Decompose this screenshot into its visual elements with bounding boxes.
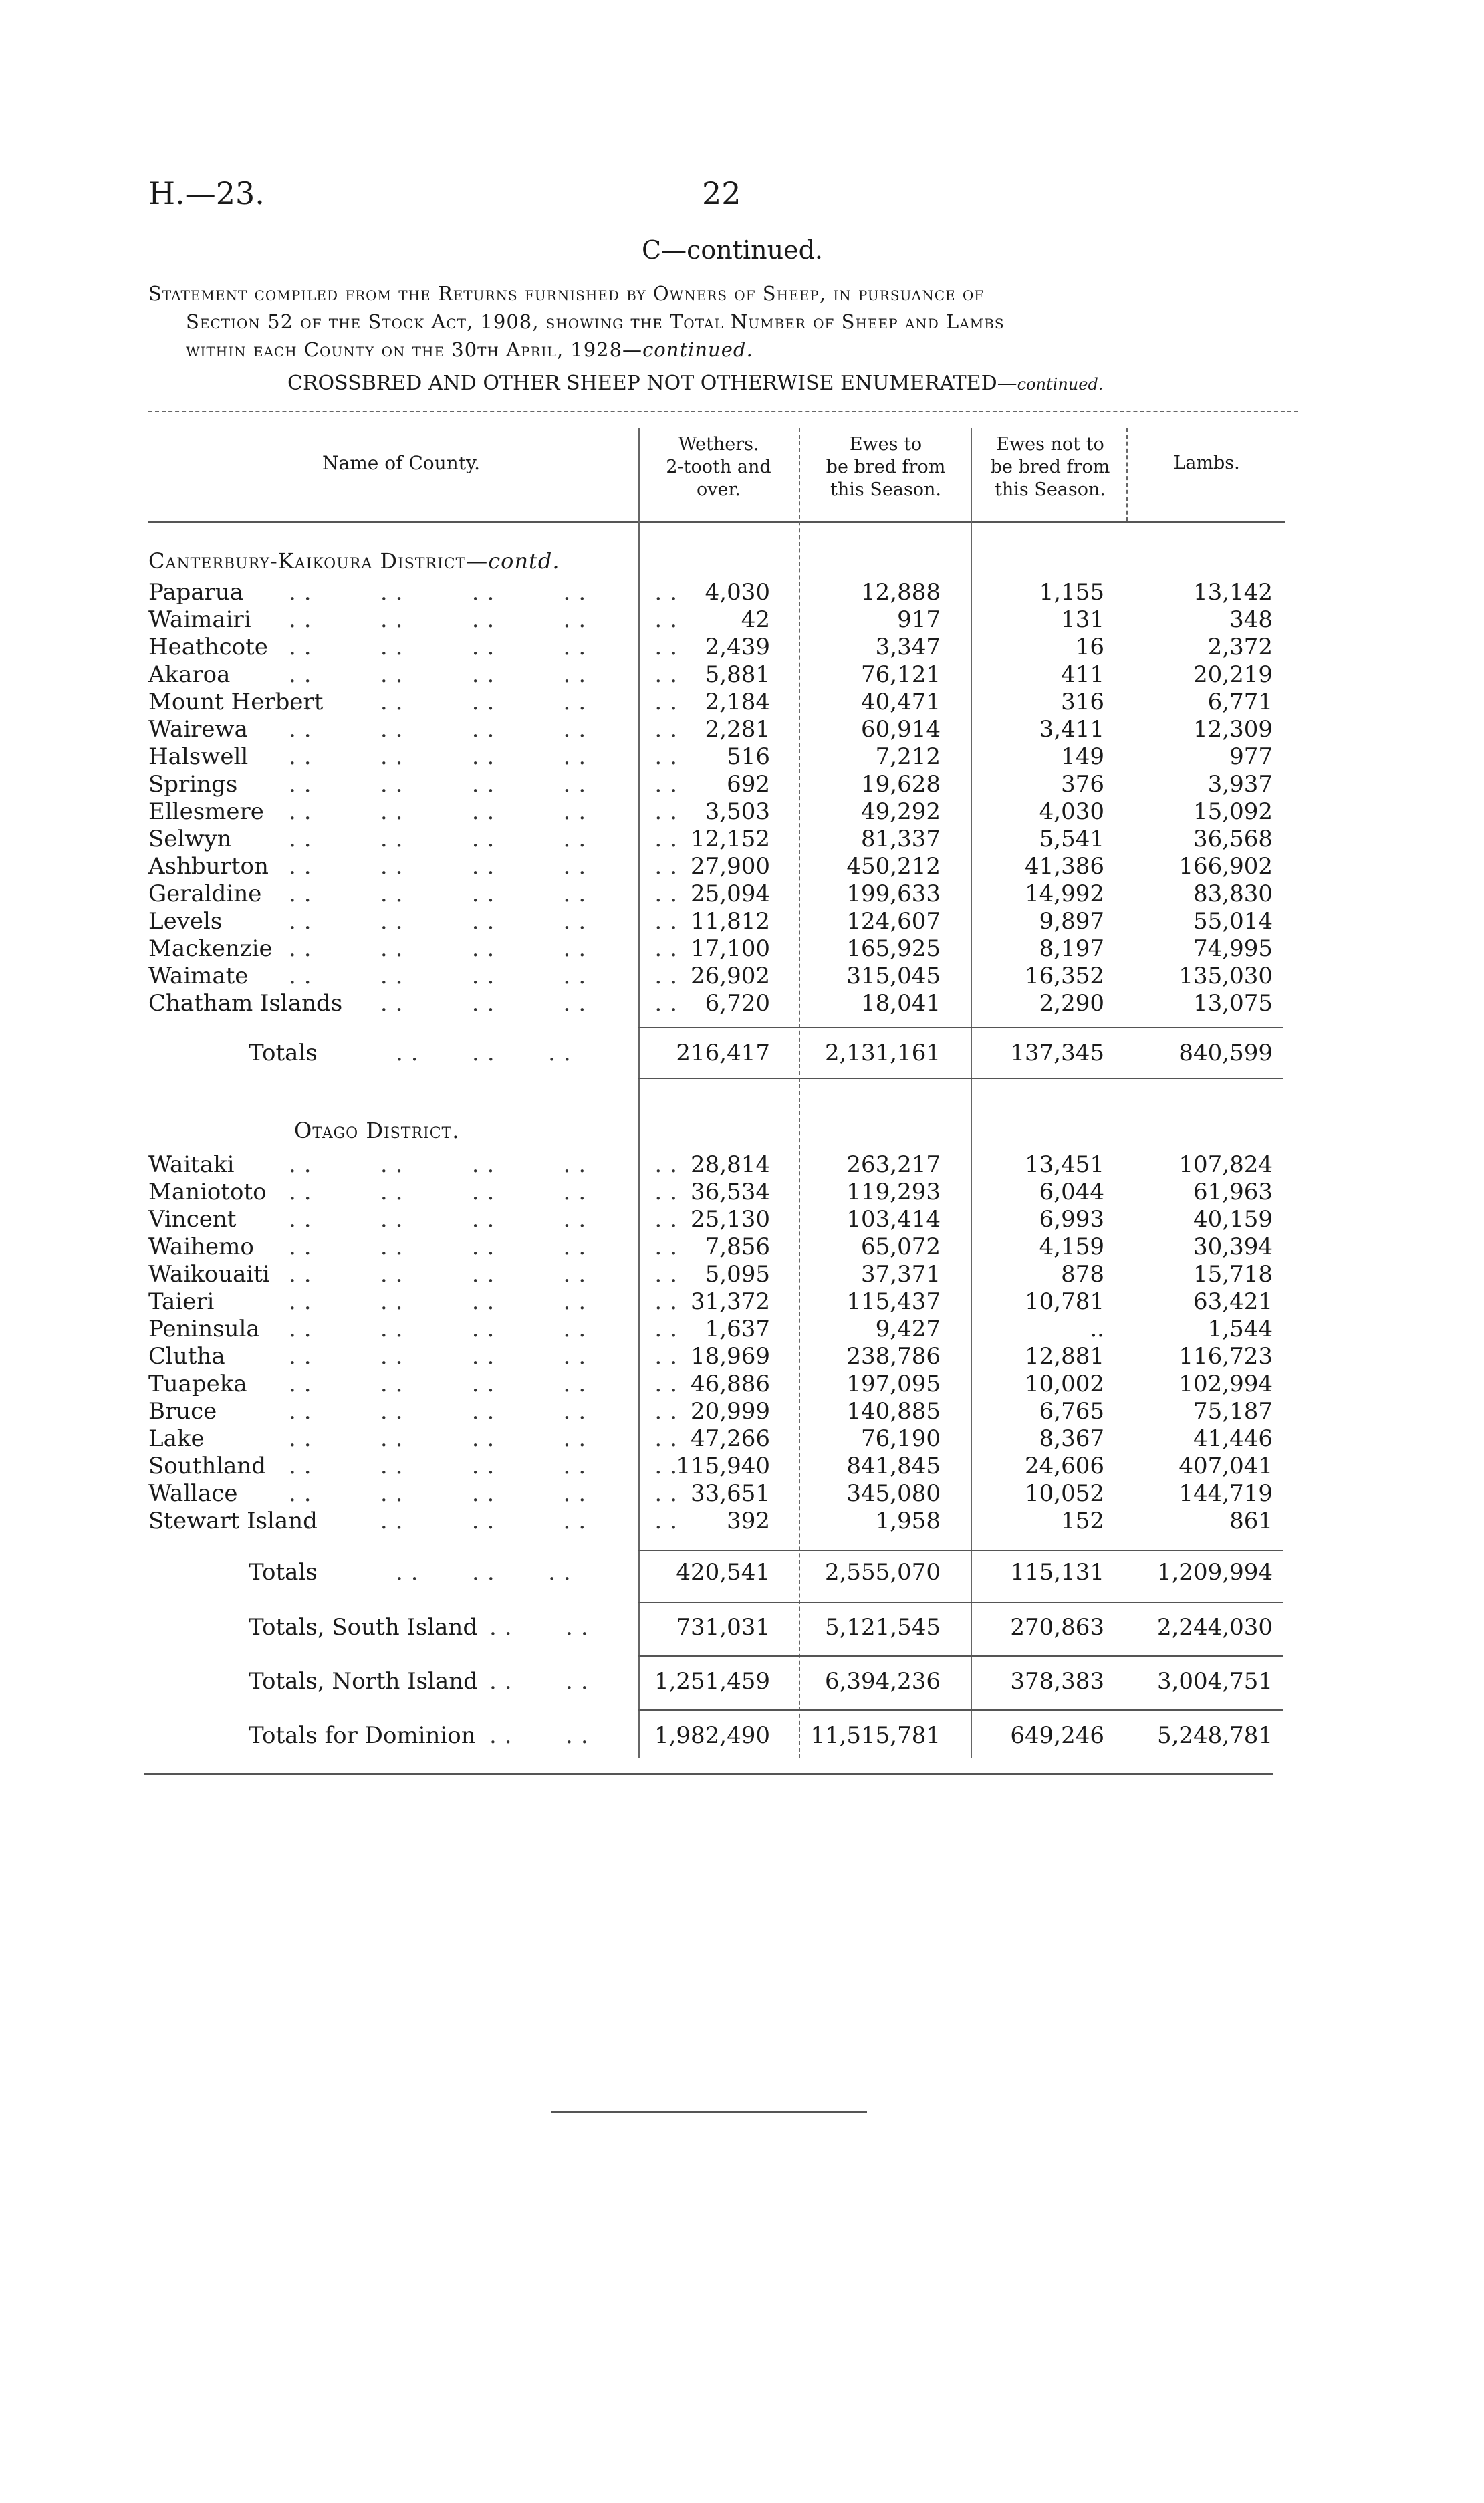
row-name: Waikouaiti [148,1261,270,1288]
cell-lambs: 61,963 [1193,1179,1273,1205]
row-name: Ellesmere [148,798,264,825]
table-row-totals-dominion [148,1722,1298,1749]
cell-lambs: 15,092 [1193,798,1273,825]
leader-dots: .. .. .. [396,1040,579,1066]
leader-dots: .. .. .. .. .. [289,1233,685,1260]
cell-lambs: 407,041 [1179,1453,1273,1479]
row-name: Southland [148,1453,267,1479]
table-row [148,1425,1298,1452]
cell-ewes-bred: 124,607 [846,908,941,935]
cell-wethers: 12,152 [691,826,770,852]
cell-ewes-not: .. [1090,1316,1104,1342]
table-row [148,1480,1298,1507]
cell-ewes-not: 131 [1061,606,1104,633]
cell-lambs: 116,723 [1179,1343,1273,1370]
cell-ewes-bred: 1,958 [875,1508,941,1534]
cell-lambs: 5,248,781 [1156,1722,1273,1749]
row-name: Akaroa [148,661,231,688]
leader-dots: .. .. .. .. .. [289,1343,685,1370]
cell-wethers: 17,100 [691,935,770,962]
table-row-totals-canterbury [148,1040,1298,1066]
totals-rule [638,1709,1283,1711]
table-row [148,908,1298,935]
cell-ewes-not: 41,386 [1025,853,1104,880]
cell-ewes-bred: 9,427 [875,1316,941,1342]
cell-lambs: 41,446 [1193,1425,1273,1452]
cell-wethers: 2,281 [705,716,770,743]
cell-lambs: 75,187 [1193,1398,1273,1425]
cell-wethers: 33,651 [691,1480,770,1507]
cell-wethers: 1,982,490 [654,1722,770,1749]
leader-dots: .. .. .. .. .. [289,935,685,962]
leader-dots: .. .. .. .. .. [289,1179,685,1205]
cell-lambs: 30,394 [1193,1233,1273,1260]
cell-ewes-bred: 165,925 [846,935,941,962]
cell-lambs: 83,830 [1193,880,1273,907]
row-name: Lake [148,1425,205,1452]
leader-dots: .. .. .. .. .. [289,1425,685,1452]
leader-dots: .. .. .. .. .. [289,1453,685,1479]
bottom-rule [144,1773,1273,1775]
row-name: Mackenzie [148,935,273,962]
row-name: Totals for Dominion [249,1722,476,1749]
table-row [148,716,1298,743]
cell-lambs: 12,309 [1193,716,1273,743]
row-name: Ashburton [148,853,269,880]
table-row [148,853,1298,880]
cell-ewes-not: 10,052 [1025,1480,1104,1507]
table-row [148,606,1298,633]
table-row [148,771,1298,798]
cell-lambs: 144,719 [1179,1480,1273,1507]
cell-ewes-bred: 60,914 [861,716,941,743]
statement-line-2: Section 52 of the Stock Act, 1908, showing the Total Number of Sheep and Lambs [186,310,1005,333]
cell-ewes-not: 10,002 [1025,1370,1104,1397]
cell-ewes-bred: 115,437 [846,1288,941,1315]
row-name: Totals [249,1040,318,1066]
cell-lambs: 40,159 [1193,1206,1273,1233]
leader-dots: .. .. .. .. .. [289,1151,685,1178]
cell-ewes-bred: 76,190 [861,1425,941,1452]
leader-dots: .. .. .. .. .. [289,661,685,688]
cell-ewes-not: 316 [1061,689,1104,715]
table-row [148,826,1298,852]
row-name: Geraldine [148,880,262,907]
row-name: Totals, North Island [249,1668,478,1695]
table-row [148,634,1298,661]
row-name: Springs [148,771,238,798]
cell-ewes-bred: 40,471 [861,689,941,715]
cell-lambs: 74,995 [1193,935,1273,962]
table-row [148,1261,1298,1288]
table-row [148,990,1298,1017]
cell-wethers: 2,439 [705,634,770,661]
cell-ewes-not: 8,197 [1039,935,1104,962]
cell-ewes-not: 24,606 [1025,1453,1104,1479]
table-subtitle: CROSSBRED AND OTHER SHEEP NOT OTHERWISE ENUMERATED—continued. [287,372,1104,395]
cell-ewes-not: 376 [1061,771,1104,798]
table-row [148,1398,1298,1425]
table-row [148,1179,1298,1205]
leader-dots: .. .. .. .. .. [289,963,685,989]
row-name: Waihemo [148,1233,254,1260]
cell-ewes-bred: 315,045 [846,963,941,989]
col-header-wethers: Wethers. 2-tooth and over. [666,434,771,500]
table-row [148,661,1298,688]
row-name: Vincent [148,1206,237,1233]
cell-ewes-not: 2,290 [1039,990,1104,1017]
cell-ewes-not: 14,992 [1025,880,1104,907]
table-row-totals-south-island [148,1614,1298,1641]
cell-ewes-not: 4,030 [1039,798,1104,825]
cell-wethers: 31,372 [691,1288,770,1315]
leader-dots: .. .. .. .. .. [289,689,685,715]
cell-wethers: 392 [727,1508,770,1534]
row-name: Totals [249,1559,318,1586]
row-name: Peninsula [148,1316,260,1342]
cell-ewes-not: 5,541 [1039,826,1104,852]
cell-wethers: 3,503 [705,798,770,825]
col-header-name: Name of County. [322,452,480,474]
cell-ewes-bred: 263,217 [846,1151,941,1178]
cell-ewes-bred: 11,515,781 [810,1722,941,1749]
cell-ewes-bred: 19,628 [861,771,941,798]
cell-ewes-not: 4,159 [1039,1233,1104,1260]
cell-wethers: 42 [741,606,770,633]
cell-ewes-bred: 49,292 [861,798,941,825]
table-row [148,1316,1298,1342]
cell-lambs: 13,142 [1193,579,1273,606]
cell-ewes-not: 9,897 [1039,908,1104,935]
statement-line-3: within each County on the 30th April, 1928—continued. [186,338,753,361]
totals-rule [638,1655,1283,1657]
table-row [148,1151,1298,1178]
cell-ewes-not: 6,993 [1039,1206,1104,1233]
cell-wethers: 47,266 [691,1425,770,1452]
cell-ewes-not: 10,781 [1025,1288,1104,1315]
cell-wethers: 420,541 [676,1559,770,1586]
col-header-ewes-bred: Ewes to be bred from this Season. [826,434,946,500]
cell-lambs: 2,244,030 [1156,1614,1273,1641]
row-name: Levels [148,908,223,935]
row-name: Tuapeka [148,1370,247,1397]
cell-ewes-not: 137,345 [1010,1040,1104,1066]
cell-lambs: 55,014 [1193,908,1273,935]
cell-wethers: 27,900 [691,853,770,880]
leader-dots: .. .. .. .. .. [289,579,685,606]
cell-lambs: 977 [1229,743,1273,770]
row-name: Mount Herbert [148,689,324,715]
cell-lambs: 348 [1229,606,1273,633]
cell-ewes-not: 16,352 [1025,963,1104,989]
cell-lambs: 3,937 [1207,771,1273,798]
leader-dots: .. .. .. .. .. [289,908,685,935]
cell-ewes-not: 8,367 [1039,1425,1104,1452]
cell-ewes-bred: 345,080 [846,1480,941,1507]
leader-dots: .. .. .. .. .. [289,798,685,825]
cell-ewes-not: 878 [1061,1261,1104,1288]
leader-dots: .. .. .. .. .. [289,1206,685,1233]
cell-ewes-bred: 65,072 [861,1233,941,1260]
leader-dots: .. .. .. .. .. [289,743,685,770]
table-row [148,1453,1298,1479]
cell-ewes-bred: 238,786 [846,1343,941,1370]
cell-ewes-bred: 3,347 [875,634,941,661]
leader-dots: .. .. .. .. .. [289,771,685,798]
continued-heading: C—continued. [642,235,823,265]
cell-lambs: 13,075 [1193,990,1273,1017]
cell-wethers: 18,969 [691,1343,770,1370]
table-row [148,1233,1298,1260]
cell-wethers: 5,095 [705,1261,770,1288]
cell-wethers: 46,886 [691,1370,770,1397]
section-heading-canterbury: Canterbury-Kaikoura District—contd. [148,548,560,574]
cell-ewes-not: 152 [1061,1508,1104,1534]
cell-ewes-bred: 18,041 [861,990,941,1017]
table-row [148,743,1298,770]
row-name: Waimairi [148,606,251,633]
cell-ewes-bred: 7,212 [875,743,941,770]
cell-wethers: 1,637 [705,1316,770,1342]
col-header-lambs: Lambs. [1173,453,1240,473]
row-name: Selwyn [148,826,232,852]
cell-lambs: 15,718 [1193,1261,1273,1288]
totals-rule [638,1027,1283,1028]
cell-ewes-not: 411 [1061,661,1104,688]
leader-dots: .. .. [489,1668,596,1695]
table-row [148,1206,1298,1233]
cell-wethers: 115,940 [676,1453,770,1479]
cell-lambs: 36,568 [1193,826,1273,852]
cell-ewes-bred: 140,885 [846,1398,941,1425]
cell-ewes-not: 378,383 [1010,1668,1104,1695]
table-row-totals-north-island [148,1668,1298,1695]
page-number: 22 [702,175,741,211]
end-rule [551,2111,867,2113]
cell-wethers: 7,856 [705,1233,770,1260]
table-row [148,1288,1298,1315]
cell-wethers: 731,031 [676,1614,770,1641]
leader-dots: .. .. [489,1614,596,1641]
cell-ewes-not: 16 [1075,634,1104,661]
leader-dots: .. .. .. [396,1559,579,1586]
cell-ewes-bred: 2,131,161 [824,1040,941,1066]
leader-dots: .. .. .. .. .. [289,1480,685,1507]
cell-lambs: 2,372 [1207,634,1273,661]
cell-lambs: 63,421 [1193,1288,1273,1315]
cell-ewes-bred: 81,337 [861,826,941,852]
table-row-totals-otago [148,1559,1298,1586]
table-row [148,1370,1298,1397]
row-name: Chatham Islands [148,990,343,1017]
row-name: Clutha [148,1343,225,1370]
cell-lambs: 6,771 [1207,689,1273,715]
cell-ewes-not: 270,863 [1010,1614,1104,1641]
cell-wethers: 28,814 [691,1151,770,1178]
cell-lambs: 166,902 [1179,853,1273,880]
row-name: Heathcote [148,634,268,661]
row-name: Waimate [148,963,249,989]
row-name: Paparua [148,579,244,606]
leader-dots: .. .. .. .. .. [289,1288,685,1315]
row-name: Maniototo [148,1179,267,1205]
table-row [148,963,1298,989]
cell-ewes-bred: 197,095 [846,1370,941,1397]
table-row [148,689,1298,715]
header-rule [148,521,1285,523]
table-row [148,579,1298,606]
row-name: Halswell [148,743,249,770]
table-row [148,880,1298,907]
leader-dots: .. .. .. .. .. [289,634,685,661]
cell-ewes-not: 6,765 [1039,1398,1104,1425]
statement-title [148,279,1298,364]
cell-wethers: 516 [727,743,770,770]
cell-wethers: 216,417 [676,1040,770,1066]
cell-lambs: 861 [1229,1508,1273,1534]
totals-rule [638,1078,1283,1079]
leader-dots: .. .. .. .. .. [289,1370,685,1397]
leader-dots: .. .. .. .. .. [289,606,685,633]
cell-wethers: 6,720 [705,990,770,1017]
cell-lambs: 20,219 [1193,661,1273,688]
table-row [148,798,1298,825]
row-name: Wairewa [148,716,248,743]
cell-ewes-not: 6,044 [1039,1179,1104,1205]
leader-dots: .. .. .. .. .. [289,853,685,880]
cell-wethers: 11,812 [691,908,770,935]
cell-ewes-not: 149 [1061,743,1104,770]
cell-ewes-not: 3,411 [1039,716,1104,743]
cell-wethers: 25,130 [691,1206,770,1233]
row-name: Totals, South Island [249,1614,478,1641]
row-name: Stewart Island [148,1508,318,1534]
cell-ewes-bred: 5,121,545 [824,1614,941,1641]
cell-lambs: 107,824 [1179,1151,1273,1178]
leader-dots: .. .. [489,1722,596,1749]
row-name: Bruce [148,1398,217,1425]
cell-lambs: 102,994 [1179,1370,1273,1397]
leader-dots: .. .. .. .. .. [289,826,685,852]
cell-lambs: 840,599 [1179,1040,1273,1066]
cell-wethers: 4,030 [705,579,770,606]
cell-wethers: 25,094 [691,880,770,907]
cell-ewes-bred: 12,888 [861,579,941,606]
cell-ewes-bred: 841,845 [846,1453,941,1479]
table-row [148,935,1298,962]
section-heading-otago: Otago District. [294,1118,460,1143]
leader-dots: .. .. .. .. .. [289,1261,685,1288]
cell-lambs: 1,209,994 [1156,1559,1273,1586]
leader-dots: .. .. .. .. .. [289,880,685,907]
cell-wethers: 1,251,459 [654,1668,770,1695]
cell-ewes-bred: 37,371 [861,1261,941,1288]
table-row [148,1343,1298,1370]
cell-lambs: 135,030 [1179,963,1273,989]
cell-wethers: 5,881 [705,661,770,688]
leader-dots: .. .. .. .. .. [289,716,685,743]
leader-dots: .. .. .. .. .. [289,1508,685,1534]
cell-ewes-bred: 199,633 [846,880,941,907]
cell-ewes-not: 1,155 [1039,579,1104,606]
row-name: Waitaki [148,1151,235,1178]
cell-ewes-bred: 103,414 [846,1206,941,1233]
top-rule [148,411,1298,412]
column-divider [1126,428,1128,521]
cell-ewes-bred: 76,121 [861,661,941,688]
totals-rule [638,1550,1283,1551]
cell-ewes-bred: 2,555,070 [824,1559,941,1586]
cell-wethers: 26,902 [691,963,770,989]
cell-lambs: 1,544 [1207,1316,1273,1342]
cell-ewes-not: 13,451 [1025,1151,1104,1178]
cell-ewes-bred: 6,394,236 [824,1668,941,1695]
cell-ewes-bred: 450,212 [846,853,941,880]
statement-line-1: Statement compiled from the Returns furnished by Owners of Sheep, in pursuance of [148,282,985,305]
document-code: H.—23. [148,175,265,211]
cell-wethers: 20,999 [691,1398,770,1425]
leader-dots: .. .. .. .. .. [289,1316,685,1342]
table-row [148,1508,1298,1534]
cell-wethers: 36,534 [691,1179,770,1205]
col-header-ewes-not: Ewes not to be bred from this Season. [990,434,1110,500]
cell-ewes-not: 115,131 [1010,1559,1104,1586]
leader-dots: .. .. .. .. .. [289,990,685,1017]
cell-ewes-not: 649,246 [1010,1722,1104,1749]
cell-ewes-bred: 917 [897,606,941,633]
row-name: Wallace [148,1480,238,1507]
cell-wethers: 2,184 [705,689,770,715]
cell-ewes-bred: 119,293 [846,1179,941,1205]
cell-lambs: 3,004,751 [1156,1668,1273,1695]
cell-wethers: 692 [727,771,770,798]
totals-rule [638,1602,1283,1603]
cell-ewes-not: 12,881 [1025,1343,1104,1370]
leader-dots: .. .. .. .. .. [289,1398,685,1425]
row-name: Taieri [148,1288,215,1315]
